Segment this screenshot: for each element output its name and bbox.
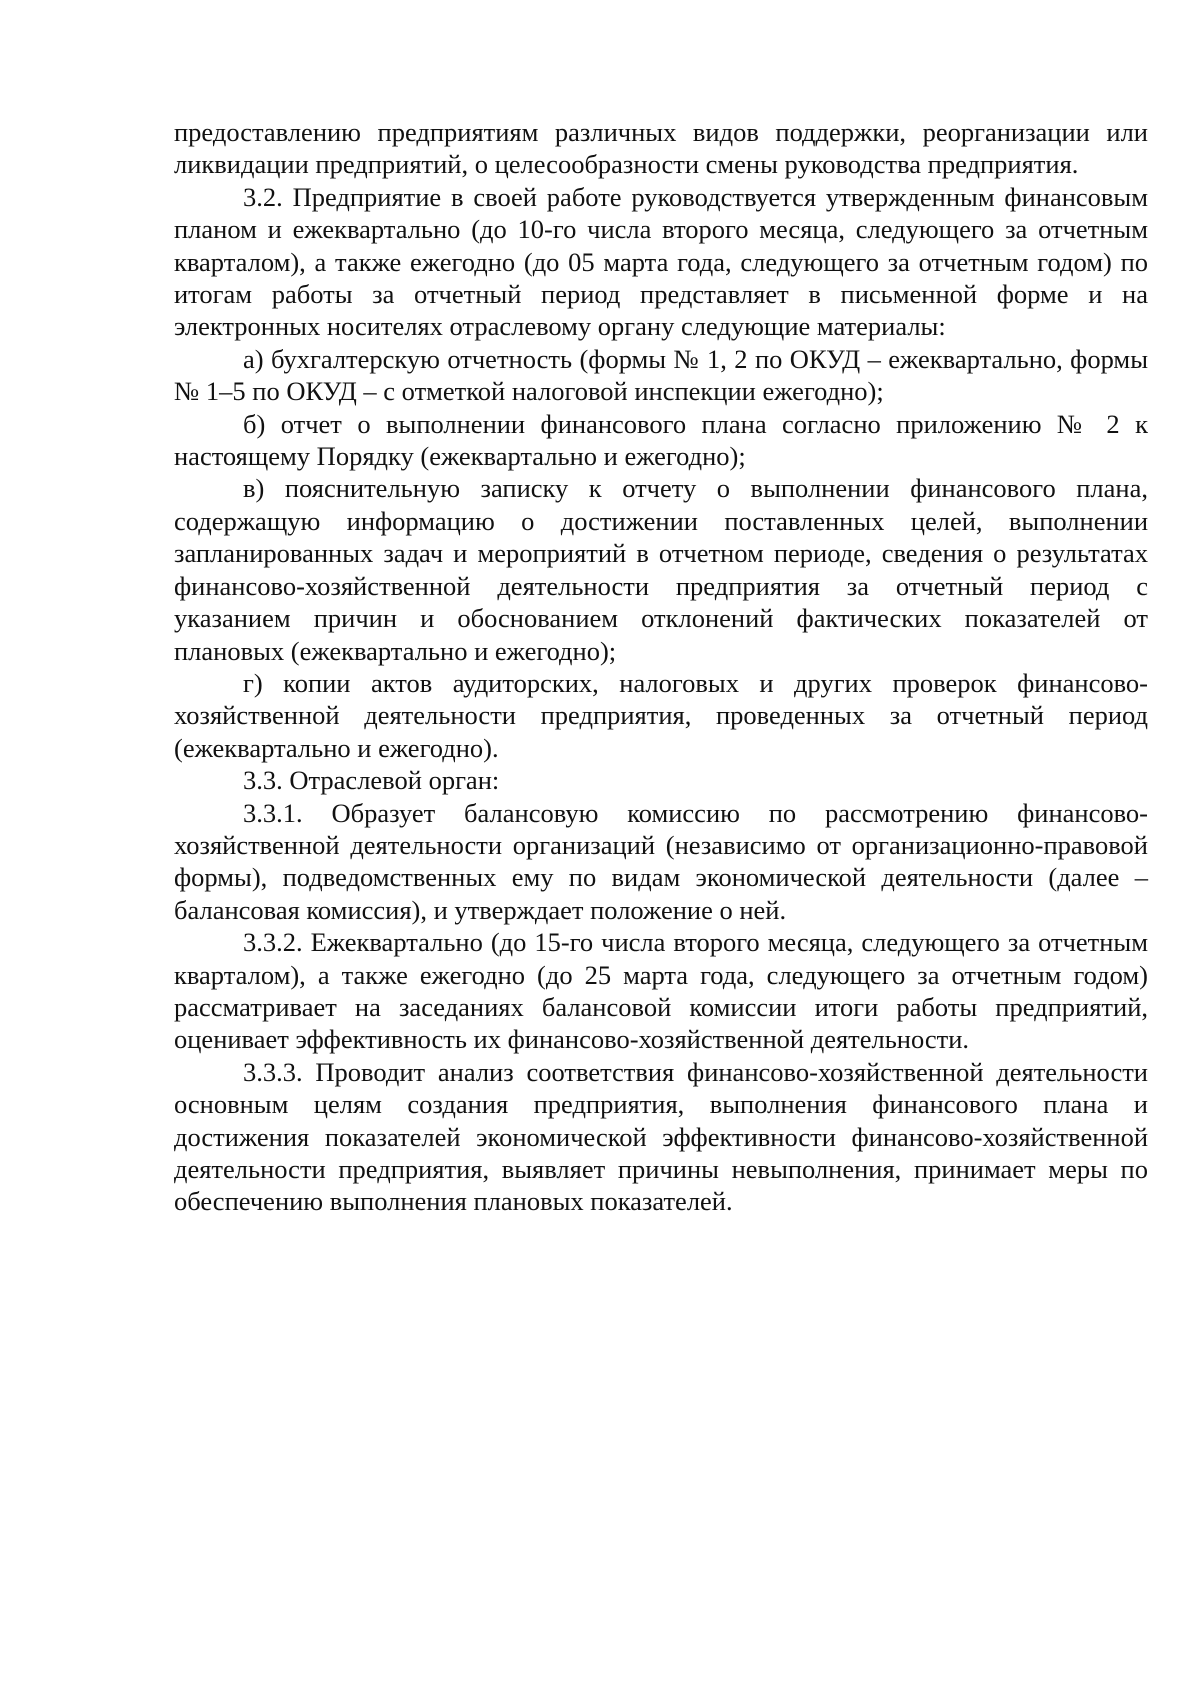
paragraph-3-3-2: 3.3.2. Ежеквартально (до 15-го числа второго месяца, следующего за отчетным кварталом), а также ежегодно (до 25 марта года, следующего за отчетным годом) рассматривает на заседаниях балансовой комиссии итоги работы предприятий, оценивает эффективность их финансово-хозяйственной деятельности. bbox=[174, 927, 1148, 1055]
paragraph-item-a: а) бухгалтерскую отчетность (формы № 1, 2 по ОКУД – ежеквартально, формы № 1–5 по ОКУД – с отметкой налоговой инспекции ежегодно); bbox=[174, 343, 1148, 407]
paragraph-item-b: б) отчет о выполнении финансового плана согласно приложению № 2 к настоящему Порядку (ежеквартально и ежегодно); bbox=[174, 408, 1148, 472]
paragraph-continuation: предоставлению предприятиям различных видов поддержки, реорганизации или ликвидации предприятий, о целесообразности смены руководства предприятия. bbox=[174, 117, 1148, 180]
paragraph-3-3: 3.3. Отраслевой орган: bbox=[243, 765, 500, 796]
paragraph-3-2: 3.2. Предприятие в своей работе руководствуется утвержденным финансовым планом и ежеквартально (до 10-го числа второго месяца, следующего за отчетным кварталом), а также ежегодно (до 05 марта года, следующего за отчетным годом) по итогам работы за отчетный период представляет в письменной форме и на электронных носителях отраслевому органу следующие материалы: bbox=[174, 181, 1148, 342]
paragraph-3-3-1: 3.3.1. Образует балансовую комиссию по рассмотрению финансово-хозяйственной деятельности организаций (независимо от организационно-правовой формы), подведомственных ему по видам экономической деятельности (далее – балансовая комиссия), и утверждает положение о ней. bbox=[174, 797, 1148, 925]
paragraph-item-g: г) копии актов аудиторских, налоговых и других проверок финансово-хозяйственной деятельности предприятия, проведенных за отчетный период (ежеквартально и ежегодно). bbox=[174, 667, 1148, 763]
document-body bbox=[174, 116, 1148, 1218]
paragraph-item-v: в) пояснительную записку к отчету о выполнении финансового плана, содержащую информацию о достижении поставленных целей, выполнении запланированных задач и мероприятий в отчетном периоде, сведения о результатах финансово-хозяйственной деятельности предприятия за отчетный период с указанием причин и обоснованием отклонений фактических показателей от плановых (ежеквартально и ежегодно); bbox=[174, 473, 1148, 666]
paragraph-3-3-3: 3.3.3. Проводит анализ соответствия финансово-хозяйственной деятельности основным целям создания предприятия, выполнения финансового плана и достижения показателей экономической эффективности финансово-хозяйственной деятельности предприятия, выявляет причины невыполнения, принимает меры по обеспечению выполнения плановых показателей. bbox=[174, 1056, 1148, 1217]
